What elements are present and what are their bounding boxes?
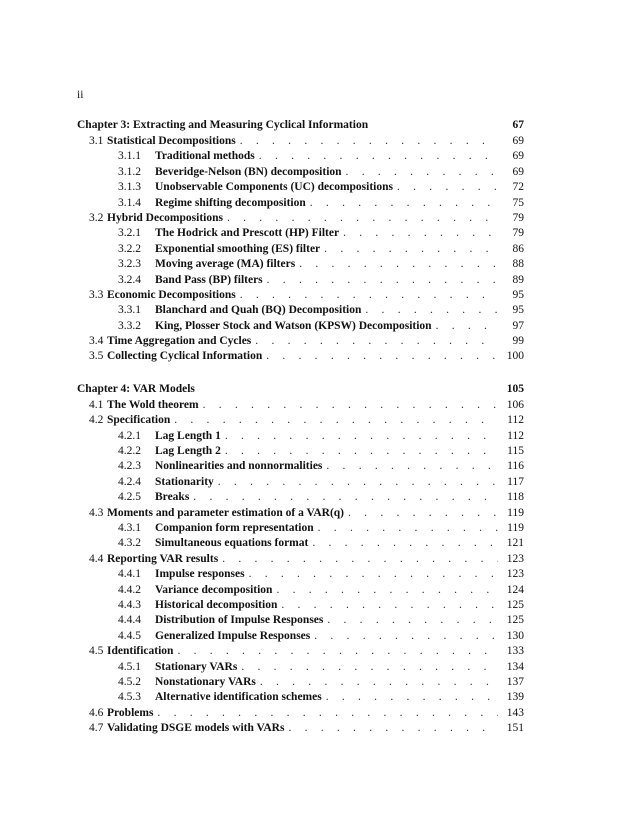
subsection-page: 69 [512, 150, 524, 163]
subsection-page: 75 [512, 196, 524, 209]
dot-leader [327, 613, 498, 628]
section-number: 3.5 [89, 350, 104, 363]
dot-leader [240, 134, 498, 149]
subsection-page: 112 [507, 429, 524, 442]
section-number: 4.4 [89, 552, 104, 565]
subsection-title-wrap [155, 567, 498, 582]
dot-leader [225, 444, 498, 459]
section-title: Specification [107, 414, 171, 427]
subsection-number: 4.3.2 [118, 537, 141, 550]
section-title: Collecting Cyclical Information [107, 350, 263, 363]
subsection-title-wrap [155, 429, 498, 444]
dot-leader [310, 196, 498, 211]
toc-subsection-row[interactable] [77, 567, 524, 582]
section-title-wrap [107, 552, 498, 567]
subsection-title: Exponential smoothing (ES) filter [155, 242, 321, 255]
section-page: 95 [512, 288, 524, 301]
toc-section-row[interactable] [77, 506, 524, 521]
dot-leader [225, 429, 498, 444]
subsection-page: 137 [506, 675, 524, 688]
subsection-title: Lag Length 1 [155, 429, 221, 442]
subsection-title: Distribution of Impulse Responses [155, 614, 324, 627]
subsection-page: 118 [507, 491, 524, 504]
table-of-contents [77, 116, 524, 736]
toc-subsection-row[interactable] [77, 429, 524, 444]
subsection-title: Historical decomposition [155, 598, 278, 611]
toc-subsection-row[interactable] [77, 226, 524, 241]
section-page: 123 [506, 552, 524, 565]
dot-leader [288, 721, 498, 736]
subsection-title-wrap [155, 613, 498, 628]
subsection-title-wrap [155, 180, 498, 195]
subsection-title-wrap [155, 660, 498, 675]
dot-leader [276, 583, 498, 598]
subsection-number: 4.5.1 [118, 660, 141, 673]
subsection-title-wrap [155, 583, 498, 598]
toc-section-row[interactable] [77, 721, 524, 736]
section-title-wrap [107, 706, 498, 721]
subsection-title-wrap [155, 273, 498, 288]
toc-section-row[interactable] [77, 349, 524, 364]
section-number: 3.1 [89, 135, 104, 147]
dot-leader [326, 690, 498, 705]
chapter-heading[interactable] [77, 116, 524, 134]
dot-leader [260, 675, 498, 690]
toc-subsection-row[interactable] [77, 444, 524, 459]
subsection-title: Traditional methods [155, 150, 255, 163]
subsection-number: 3.3.1 [118, 304, 141, 317]
subsection-number: 3.1.3 [118, 181, 141, 194]
subsection-title: Moving average (MA) filters [155, 258, 296, 271]
subsection-page: 72 [512, 181, 524, 194]
subsection-title-wrap [155, 521, 498, 536]
dot-leader [299, 257, 498, 272]
toc-subsection-row[interactable] [77, 273, 524, 288]
section-page: 143 [506, 706, 524, 719]
section-title: Validating DSGE models with VARs [107, 722, 285, 735]
section-title-wrap [107, 134, 498, 149]
section-page: 106 [506, 398, 524, 411]
subsection-number: 4.4.2 [118, 583, 141, 596]
subsection-page: 89 [512, 273, 524, 286]
subsection-title-wrap [155, 459, 498, 474]
subsection-number: 4.2.4 [118, 475, 141, 488]
dot-leader [343, 226, 498, 241]
subsection-number: 4.4.4 [118, 614, 141, 627]
subsection-page: 115 [507, 445, 524, 458]
subsection-number: 4.5.2 [118, 675, 141, 688]
dot-leader [267, 273, 498, 288]
toc-section-row[interactable] [77, 211, 524, 226]
toc-subsection-row[interactable] [77, 629, 524, 644]
chapter-title: Chapter 4: VAR Models [77, 382, 195, 395]
subsection-page: 86 [512, 242, 524, 255]
subsection-title-wrap [155, 475, 498, 490]
subsection-page: 117 [507, 475, 524, 488]
toc-subsection-row[interactable] [77, 475, 524, 490]
subsection-number: 4.2.2 [118, 445, 141, 458]
subsection-title-wrap [155, 242, 498, 257]
chapter-heading[interactable] [77, 380, 524, 398]
section-page: 112 [507, 414, 524, 427]
toc-subsection-row[interactable] [77, 598, 524, 613]
subsection-title: Regime shifting decomposition [155, 196, 306, 209]
subsection-title-wrap [155, 196, 498, 211]
section-title-wrap [107, 721, 498, 736]
subsection-title: Band Pass (BP) filters [155, 273, 263, 286]
subsection-title-wrap [155, 303, 498, 318]
dot-leader [255, 334, 498, 349]
section-number: 3.2 [89, 211, 104, 224]
section-page: 99 [512, 335, 524, 348]
toc-section-row[interactable] [77, 334, 524, 349]
subsection-title: Simultaneous equations format [155, 537, 309, 550]
toc-section-row[interactable] [77, 413, 524, 428]
subsection-title-wrap [155, 690, 498, 705]
subsection-title-wrap [155, 444, 498, 459]
toc-subsection-row[interactable] [77, 149, 524, 164]
toc-subsection-row[interactable] [77, 319, 524, 334]
subsection-title: Companion form representation [155, 521, 314, 534]
section-title: Statistical Decompositions [107, 135, 236, 147]
dot-leader [222, 552, 498, 567]
subsection-number: 4.4.5 [118, 629, 141, 642]
subsection-number: 3.1.4 [118, 196, 141, 209]
toc-subsection-row[interactable] [77, 459, 524, 474]
subsection-page: 88 [512, 258, 524, 271]
subsection-page: 125 [506, 614, 524, 627]
subsection-title: Nonstationary VARs [155, 675, 256, 688]
section-title-wrap [107, 398, 498, 413]
chapter-title: Chapter 3: Extracting and Measuring Cyclical Information [77, 119, 369, 131]
section-number: 3.3 [89, 288, 104, 301]
subsection-number: 4.2.3 [118, 460, 141, 473]
dot-leader [266, 349, 498, 364]
dot-leader [314, 629, 498, 644]
dot-leader [193, 490, 498, 505]
toc-subsection-row[interactable] [77, 675, 524, 690]
subsection-page: 130 [506, 629, 524, 642]
dot-leader [436, 319, 498, 334]
toc-subsection-row[interactable] [77, 196, 524, 211]
dot-leader [174, 413, 498, 428]
section-title-wrap [107, 644, 498, 659]
toc-subsection-row[interactable] [77, 613, 524, 628]
dot-leader [365, 303, 498, 318]
section-title: Moments and parameter estimation of a VAR(q) [107, 506, 345, 519]
subsection-title: Alternative identification schemes [155, 691, 322, 704]
subsection-number: 4.3.1 [118, 521, 141, 534]
subsection-page: 134 [506, 660, 524, 673]
subsection-number: 4.5.3 [118, 691, 141, 704]
subsection-title: Breaks [155, 491, 190, 504]
subsection-title: Unobservable Components (UC) decompositions [155, 181, 393, 194]
section-title: Economic Decompositions [107, 288, 236, 301]
subsection-title: Generalized Impulse Responses [155, 629, 311, 642]
dot-leader [397, 180, 498, 195]
subsection-page: 123 [506, 568, 524, 581]
subsection-number: 3.2.2 [118, 242, 141, 255]
section-title: Identification [107, 645, 174, 658]
section-title: Time Aggregation and Cycles [107, 335, 252, 348]
subsection-title: Nonlinearities and nonnormalities [155, 460, 323, 473]
subsection-number: 4.4.1 [118, 568, 141, 581]
subsection-number: 4.2.5 [118, 491, 141, 504]
toc-subsection-row[interactable] [77, 521, 524, 536]
subsection-title-wrap [155, 319, 498, 334]
section-number: 4.7 [89, 722, 104, 735]
subsection-number: 4.2.1 [118, 429, 141, 442]
subsection-title-wrap [155, 226, 498, 241]
subsection-number: 3.3.2 [118, 319, 141, 332]
subsection-title-wrap [155, 536, 498, 551]
subsection-title: The Hodrick and Prescott (HP) Filter [155, 227, 340, 240]
subsection-page: 97 [512, 319, 524, 332]
subsection-title-wrap [155, 490, 498, 505]
section-page: 69 [512, 135, 524, 147]
toc-section-row[interactable] [77, 644, 524, 659]
subsection-page: 121 [506, 537, 524, 550]
subsection-title: Variance decomposition [155, 583, 273, 596]
dot-leader [157, 706, 498, 721]
subsection-title-wrap [155, 629, 498, 644]
chapter-page: 105 [506, 382, 524, 395]
dot-leader [259, 149, 498, 164]
dot-leader [240, 288, 498, 303]
subsection-title: Stationarity [155, 475, 214, 488]
subsection-page: 139 [506, 691, 524, 704]
toc-subsection-row[interactable] [77, 257, 524, 272]
subsection-page: 116 [507, 460, 524, 473]
subsection-title: Beveridge-Nelson (BN) decomposition [155, 165, 342, 178]
dot-leader [318, 521, 498, 536]
section-title-wrap [107, 349, 498, 364]
section-title-wrap [107, 413, 498, 428]
dot-leader [326, 459, 498, 474]
section-number: 4.6 [89, 706, 104, 719]
subsection-title: Lag Length 2 [155, 445, 221, 458]
section-number: 4.2 [89, 414, 104, 427]
subsection-number: 3.2.4 [118, 273, 141, 286]
subsection-number: 3.2.3 [118, 258, 141, 271]
section-page: 133 [506, 645, 524, 658]
section-number: 4.5 [89, 645, 104, 658]
chapter-gap [77, 365, 524, 380]
toc-subsection-row[interactable] [77, 180, 524, 195]
toc-subsection-row[interactable] [77, 490, 524, 505]
dot-leader [324, 242, 498, 257]
section-number: 4.3 [89, 506, 104, 519]
toc-section-row[interactable] [77, 398, 524, 413]
section-title: Reporting VAR results [107, 552, 219, 565]
subsection-page: 95 [512, 304, 524, 317]
dot-leader [249, 567, 498, 582]
subsection-number: 4.4.3 [118, 598, 141, 611]
subsection-page: 69 [512, 165, 524, 178]
section-number: 4.1 [89, 398, 104, 411]
subsection-page: 124 [506, 583, 524, 596]
subsection-title: Stationary VARs [155, 660, 238, 673]
dot-leader [281, 598, 498, 613]
section-title: The Wold theorem [107, 398, 199, 411]
page-number: ii [77, 89, 84, 101]
chapter-page: 67 [512, 119, 524, 131]
dot-leader [227, 211, 498, 226]
section-number: 3.4 [89, 335, 104, 348]
toc-subsection-row[interactable] [77, 303, 524, 318]
subsection-title-wrap [155, 598, 498, 613]
toc-subsection-row[interactable] [77, 242, 524, 257]
section-page: 100 [506, 350, 524, 363]
section-page: 119 [507, 506, 524, 519]
subsection-title-wrap [155, 257, 498, 272]
dot-leader [177, 644, 498, 659]
section-title: Hybrid Decompositions [107, 211, 223, 224]
toc-subsection-row[interactable] [77, 583, 524, 598]
section-title-wrap [107, 506, 498, 521]
section-title-wrap [107, 288, 498, 303]
subsection-number: 3.1.1 [118, 150, 141, 163]
subsection-title-wrap [155, 165, 498, 180]
subsection-number: 3.2.1 [118, 227, 141, 240]
toc-subsection-row[interactable] [77, 536, 524, 551]
subsection-number: 3.1.2 [118, 165, 141, 178]
toc-subsection-row[interactable] [77, 660, 524, 675]
dot-leader [218, 475, 498, 490]
toc-section-row[interactable] [77, 134, 524, 149]
section-title-wrap [107, 211, 498, 226]
dot-leader [241, 660, 498, 675]
toc-section-row[interactable] [77, 288, 524, 303]
subsection-page: 125 [506, 598, 524, 611]
toc-section-row[interactable] [77, 552, 524, 567]
subsection-title-wrap [155, 149, 498, 164]
toc-subsection-row[interactable] [77, 165, 524, 180]
toc-subsection-row[interactable] [77, 690, 524, 705]
dot-leader [348, 506, 498, 521]
subsection-page: 119 [507, 521, 524, 534]
subsection-page: 79 [512, 227, 524, 240]
subsection-title: King, Plosser Stock and Watson (KPSW) Decomposition [155, 319, 432, 332]
subsection-title: Blanchard and Quah (BQ) Decomposition [155, 304, 362, 317]
dot-leader [346, 165, 498, 180]
dot-leader [312, 536, 498, 551]
section-title: Problems [107, 706, 154, 719]
section-title-wrap [107, 334, 498, 349]
section-page: 79 [512, 211, 524, 224]
subsection-title-wrap [155, 675, 498, 690]
section-page: 151 [506, 722, 524, 735]
toc-section-row[interactable] [77, 706, 524, 721]
subsection-title: Impulse responses [155, 568, 245, 581]
dot-leader [203, 398, 498, 413]
